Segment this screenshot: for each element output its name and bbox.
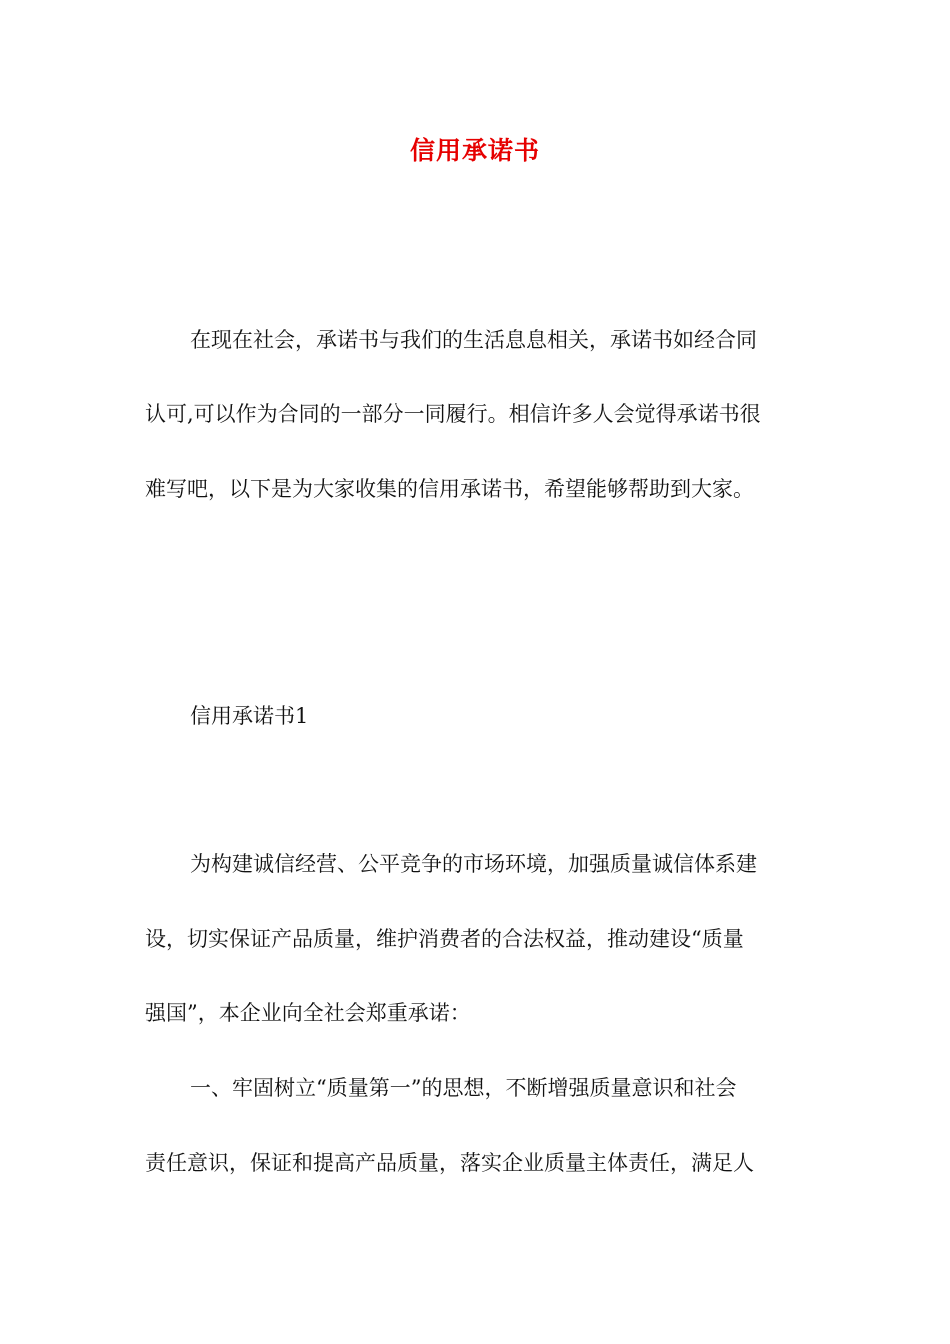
intro-line-1: 在现在社会，承诺书与我们的生活息息相关，承诺书如经合同 [190,328,757,352]
paragraph-1-line-3: 强国”，本企业向全社会郑重承诺： [145,1001,471,1025]
section-heading: 信用承诺书1 [190,704,309,728]
paragraph-2-line-1: 一、牢固树立“质量第一”的思想，不断增强质量意识和社会 [190,1076,737,1100]
intro-line-2: 认可,可以作为合同的一部分一同履行。相信许多人会觉得承诺书很 [145,402,761,426]
paragraph-1-line-1: 为构建诚信经营、公平竞争的市场环境，加强质量诚信体系建 [190,852,757,876]
document-title: 信用承诺书 [409,136,540,165]
paragraph-1-line-2: 设，切实保证产品质量，维护消费者的合法权益，推动建设“质量 [145,927,744,951]
intro-line-3: 难写吧，以下是为大家收集的信用承诺书，希望能够帮助到大家。 [145,477,754,501]
paragraph-2-line-2: 责任意识，保证和提高产品质量，落实企业质量主体责任，满足人 [145,1151,754,1175]
